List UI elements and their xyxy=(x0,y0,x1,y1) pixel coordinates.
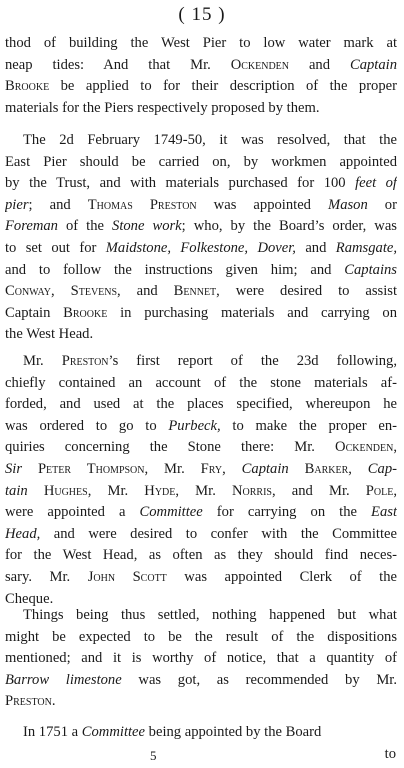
text-run: Peter Thompson, xyxy=(37,460,149,477)
text-run: mentioned; and it is worthy of notice, that a quantity of xyxy=(5,650,397,667)
text-line xyxy=(5,76,397,98)
text-run: for the West Head, as often as they should find neces- xyxy=(5,547,397,564)
text-run: Bennet, xyxy=(173,283,220,300)
text-run: by the Trust, and with materials purchased for 100 xyxy=(5,175,356,192)
text-run: and xyxy=(120,283,174,300)
text-run xyxy=(28,483,44,499)
text-line xyxy=(5,281,397,303)
text-run: might be expected to be the result of the dispositions xyxy=(5,628,397,645)
text-run: East xyxy=(371,504,397,521)
text-run: Cheque. xyxy=(5,590,54,607)
text-run: forded, and used at the places specified, whereupon he xyxy=(5,396,397,413)
text-line xyxy=(5,33,397,55)
text-line xyxy=(5,459,397,481)
text-run: East Pier should be carried on, by workmen appointed xyxy=(5,153,397,170)
text-run: was ordered to go to xyxy=(5,417,169,434)
text-line xyxy=(5,324,397,346)
text-run: being appointed by the Board xyxy=(145,724,322,740)
text-run: ; and xyxy=(28,196,88,213)
text-line xyxy=(5,627,397,649)
text-line xyxy=(5,605,397,627)
text-run: Cap- xyxy=(367,460,397,477)
text-run: for carrying on the xyxy=(202,504,372,521)
text-run: was appointed Clerk of the xyxy=(166,568,397,585)
text-run: the West Head. xyxy=(5,326,94,343)
paragraph-1 xyxy=(5,33,397,119)
text-run: in purchasing materials and carrying on xyxy=(107,304,397,321)
text-run: Pole, xyxy=(365,482,397,499)
text-line xyxy=(5,130,397,152)
text-run: Mason xyxy=(328,196,368,213)
text-line xyxy=(5,722,397,744)
text-run: quiries concerning the Stone there: Mr. xyxy=(5,439,336,456)
text-run: Norris, xyxy=(231,482,276,499)
text-run: and were desired to confer with the Committee xyxy=(40,525,397,542)
paragraph-4 xyxy=(5,605,397,713)
text-line xyxy=(5,98,397,120)
text-run: Purbeck, xyxy=(168,417,221,434)
text-line xyxy=(5,670,397,692)
text-run: to make the proper en- xyxy=(220,417,397,434)
text-run: to set out for xyxy=(5,239,106,256)
text-run: materials for the Piers respectively proposed by them. xyxy=(5,99,320,116)
text-line xyxy=(5,216,397,238)
paragraph-2 xyxy=(5,130,397,346)
text-run: Ockenden, xyxy=(335,439,397,456)
text-run: be applied to for their description of the proper xyxy=(49,78,397,95)
text-line xyxy=(5,394,397,416)
text-run: Foreman xyxy=(5,218,58,235)
text-line xyxy=(5,545,397,567)
text-line xyxy=(5,152,397,174)
text-run: Fry, xyxy=(200,460,226,477)
text-run: and xyxy=(289,56,350,73)
text-line xyxy=(5,524,397,546)
text-run: pier xyxy=(5,196,29,213)
text-line xyxy=(5,416,397,438)
text-run: was got, as recommended by Mr. xyxy=(121,671,397,688)
text-run xyxy=(289,461,305,477)
text-run: chiefly contained an account of the stone materials af- xyxy=(5,374,397,391)
text-run xyxy=(352,461,368,477)
text-run: and to follow the instructions given him; and xyxy=(5,261,345,278)
text-run: Captains xyxy=(344,261,397,278)
text-run: Brooke xyxy=(5,78,50,95)
text-run: Mr. xyxy=(148,460,201,477)
text-run: or xyxy=(367,196,397,213)
text-run: Captain xyxy=(5,304,64,321)
text-run: Mr. xyxy=(91,482,145,499)
text-run: Captain xyxy=(349,56,397,73)
text-line xyxy=(5,351,397,373)
text-run: tain xyxy=(5,482,28,499)
text-line xyxy=(5,691,397,713)
text-run: feet of xyxy=(355,175,397,192)
text-line xyxy=(5,238,397,260)
text-line xyxy=(5,55,397,77)
page-number: ( 15 ) xyxy=(178,4,226,25)
text-run: Head, xyxy=(5,525,41,542)
signature-mark: 5 xyxy=(150,748,157,763)
text-run: John Scott xyxy=(87,568,167,585)
paragraph-3 xyxy=(5,351,397,610)
text-run: Brooke xyxy=(63,304,108,321)
text-run: and Mr. xyxy=(275,482,366,499)
text-run: were desired to assist xyxy=(219,283,397,300)
text-run: neap tides: And that Mr. xyxy=(5,56,231,73)
text-run: Conway, Stevens, xyxy=(5,283,121,300)
text-run: ’s first report of the 23d following, xyxy=(108,353,397,369)
text-run: and xyxy=(295,239,336,256)
text-line xyxy=(5,567,397,589)
text-run: Captain xyxy=(241,460,289,477)
text-run: Preston xyxy=(61,353,109,369)
text-run: Preston. xyxy=(5,693,56,710)
text-run: Barrow limestone xyxy=(5,671,122,688)
text-line xyxy=(5,648,397,670)
text-line xyxy=(5,373,397,395)
text-line xyxy=(5,437,397,459)
text-run: Hughes, xyxy=(43,482,92,499)
text-run: Stone work xyxy=(112,218,182,235)
text-run: sary. Mr. xyxy=(5,568,88,585)
text-run: Hyde, xyxy=(144,482,180,499)
text-run: Thomas Preston xyxy=(87,196,197,213)
text-line xyxy=(5,173,397,195)
text-run: were appointed a xyxy=(5,504,140,521)
text-run: In 1751 a xyxy=(23,724,82,740)
text-run: ; who, by the Board’s order, was xyxy=(181,218,397,235)
text-run: Sir xyxy=(5,460,23,477)
text-run: Committee xyxy=(81,724,146,740)
text-line xyxy=(5,303,397,325)
paragraph-5 xyxy=(5,722,397,744)
text-run: Mr. xyxy=(179,482,232,499)
text-run: Things being thus settled, nothing happened but what xyxy=(23,607,397,623)
text-run: The 2d February 1749-50, it was resolved, that the xyxy=(23,132,397,148)
text-run: of the xyxy=(57,218,113,235)
text-run xyxy=(22,461,38,477)
text-run: Barker, xyxy=(304,460,352,477)
text-run: was appointed xyxy=(196,196,329,213)
catchword: to xyxy=(384,746,396,762)
text-run xyxy=(226,461,242,477)
text-line xyxy=(5,195,397,217)
text-run: Ramsgate, xyxy=(335,239,397,256)
text-line xyxy=(5,502,397,524)
text-line xyxy=(5,481,397,503)
text-run: Maidstone, Folkestone, Dover, xyxy=(105,239,296,256)
text-run: Committee xyxy=(139,504,203,521)
text-run: Mr. xyxy=(23,353,62,369)
text-line xyxy=(5,260,397,282)
text-run: Ockenden xyxy=(230,56,290,73)
text-run: thod of building the West Pier to low water mark at xyxy=(5,35,397,51)
